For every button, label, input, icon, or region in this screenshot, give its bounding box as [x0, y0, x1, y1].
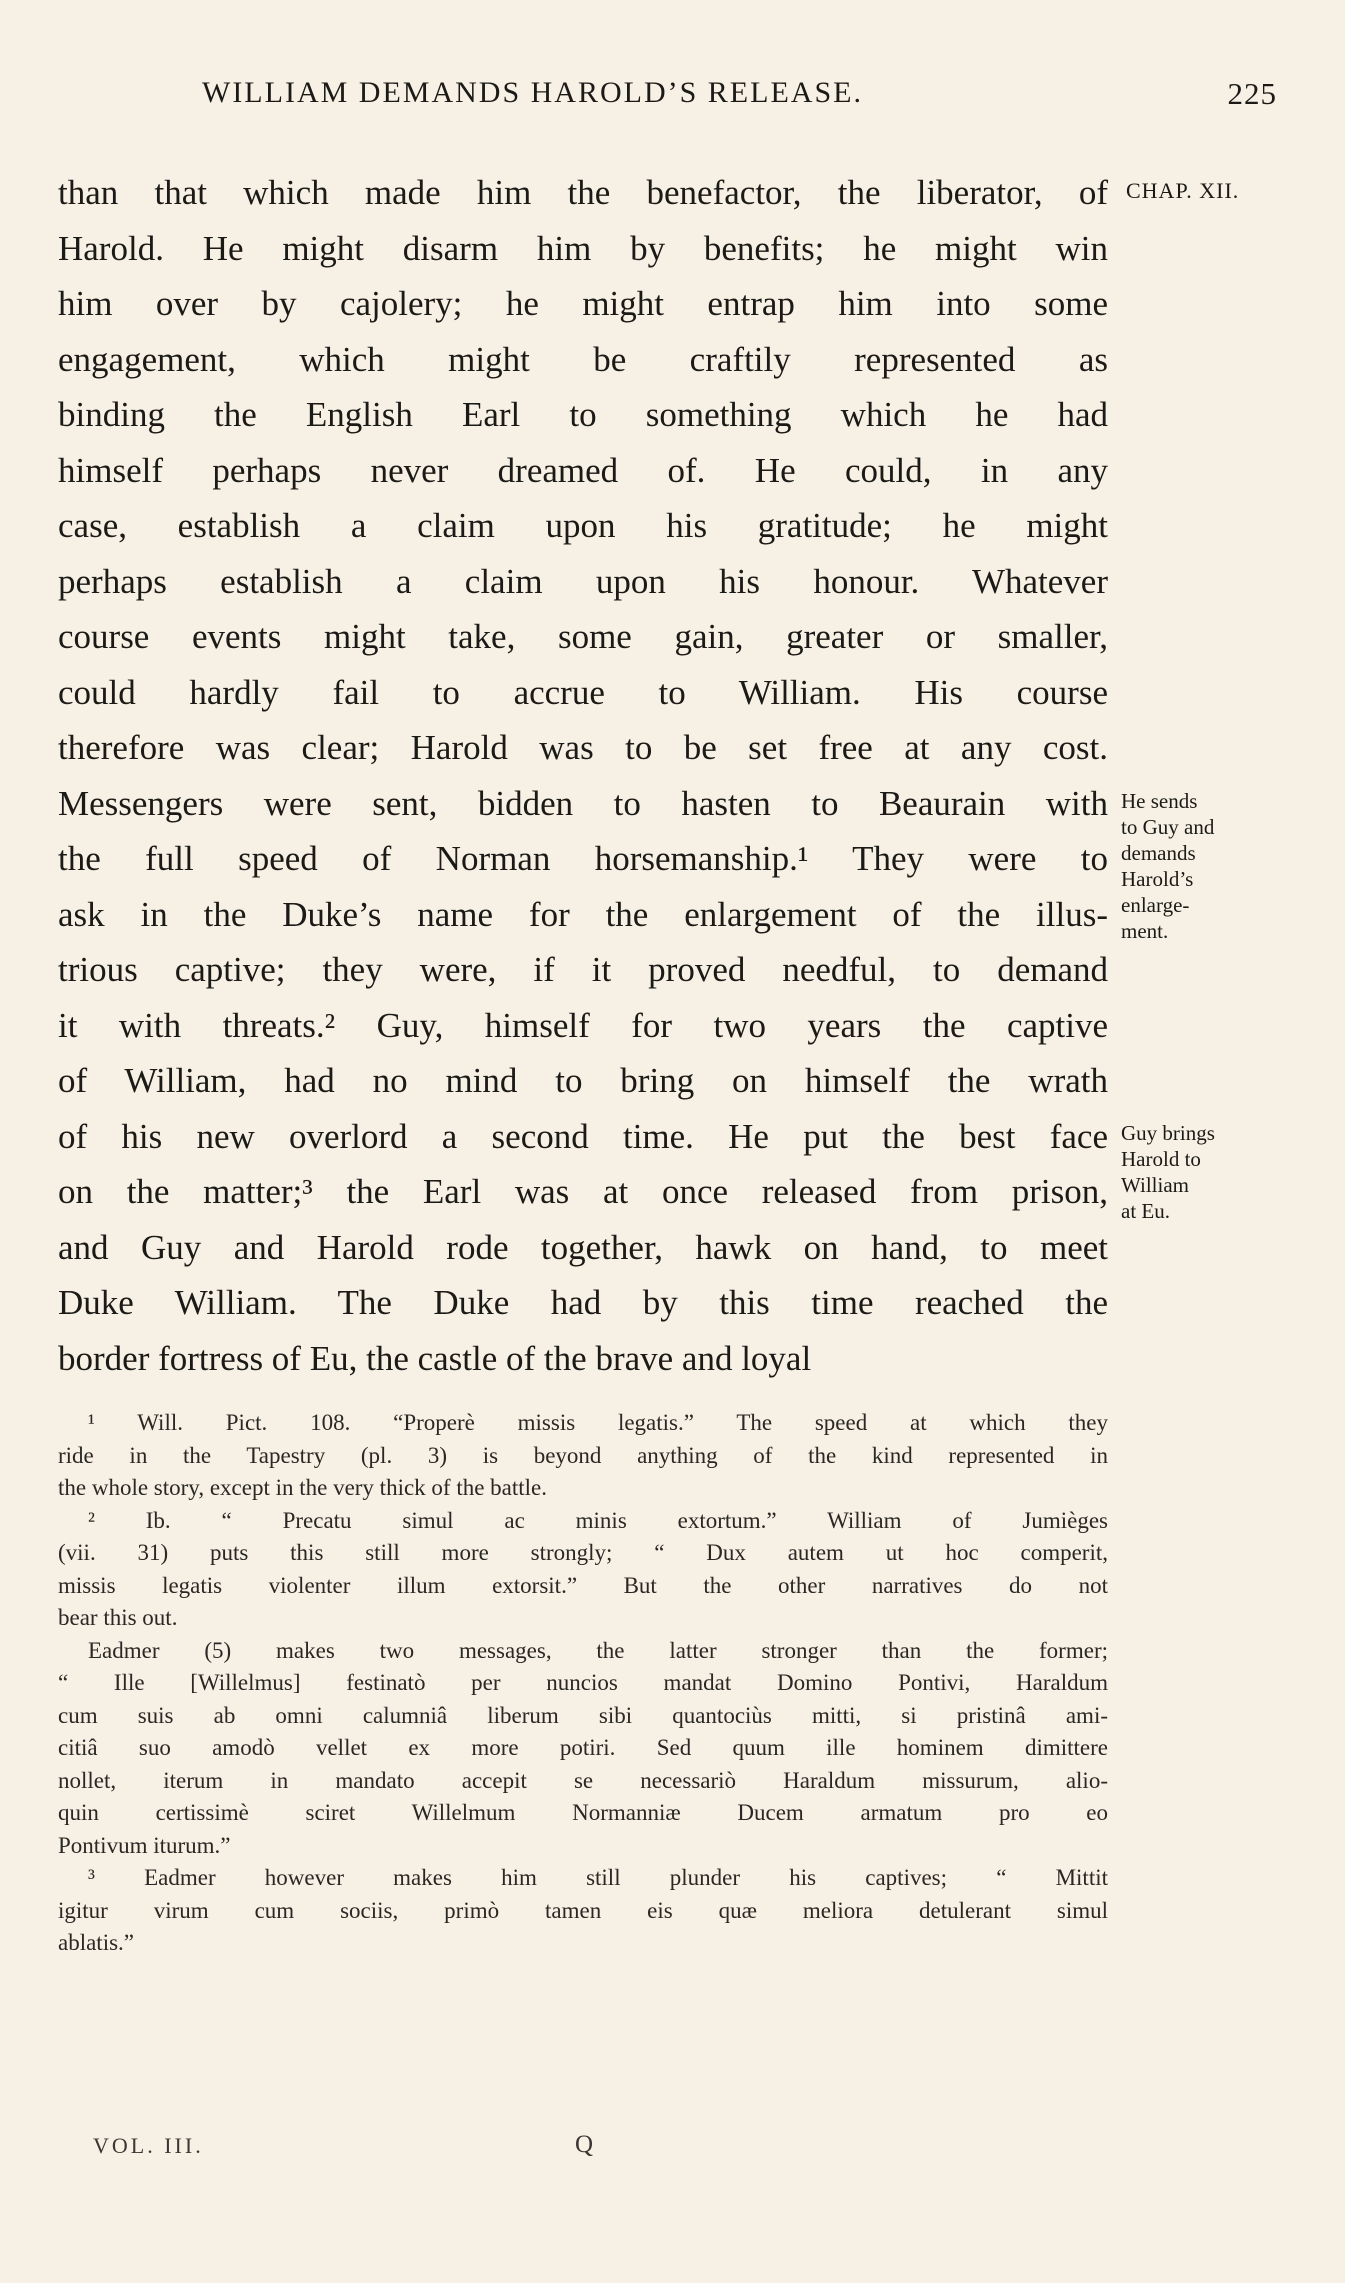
margin-note-line: demands: [1121, 841, 1196, 865]
footnote-line: quin certissimè sciret Willelmum Normanniæ Ducem armatum pro eo: [58, 1800, 1108, 1825]
gathering-signature: Q: [575, 2131, 594, 2158]
margin-note-line: Guy brings: [1121, 1121, 1215, 1145]
text-line: binding the English Earl to something which he had: [58, 395, 1108, 434]
footnote-line: Pontivum iturum.”: [58, 1832, 231, 1858]
text-line: course events might take, some gain, greater or smaller,: [58, 617, 1108, 656]
margin-note-guy-brings: [1121, 1120, 1336, 1224]
text-line: the full speed of Norman horsemanship.¹ They were to: [58, 839, 1108, 878]
footnote-line: ¹ Will. Pict. 108. “Properè missis legatis.” The speed at which they: [88, 1410, 1108, 1435]
margin-note-line: to Guy and: [1121, 815, 1215, 839]
text-line: perhaps establish a claim upon his honour. Whatever: [58, 561, 1108, 601]
margin-note-line: He sends: [1121, 789, 1198, 813]
footnote-line: ride in the Tapestry (pl. 3) is beyond anything of the kind represented in: [58, 1442, 1108, 1468]
text-line: ask in the Duke’s name for the enlargement of the illus-: [58, 894, 1108, 934]
margin-note-line: at Eu.: [1121, 1199, 1170, 1223]
text-line: Messengers were sent, bidden to hasten to Beaurain with: [58, 783, 1108, 823]
chapter-marker: CHAP. XII.: [1126, 178, 1240, 203]
volume-signature: VOL. III.: [93, 2133, 204, 2158]
text-line: on the matter;³ the Earl was at once released from prison,: [58, 1172, 1108, 1211]
text-line: him over by cajolery; he might entrap him into some: [58, 284, 1108, 323]
text-line: trious captive; they were, if it proved needful, to demand: [58, 950, 1108, 989]
footnote-line: cum suis ab omni calumniâ liberum sibi quantociùs mitti, si pristinâ ami-: [58, 1702, 1108, 1728]
footnote-line: nollet, iterum in mandato accepit se necessariò Haraldum missurum, alio-: [58, 1767, 1108, 1793]
footnote-line: Eadmer (5) makes two messages, the latter stronger than the former;: [88, 1637, 1108, 1663]
margin-note-line: Harold’s: [1121, 867, 1194, 891]
text-line: it with threats.² Guy, himself for two years the captive: [58, 1005, 1108, 1045]
text-line: engagement, which might be craftily represented as: [58, 339, 1108, 379]
margin-note-line: William: [1121, 1173, 1189, 1197]
footnote-line: (vii. 31) puts this still more strongly; “ Dux autem ut hoc comperit,: [58, 1540, 1108, 1565]
margin-note-he-sends: [1121, 788, 1336, 944]
page-number: 225: [1227, 76, 1277, 111]
text-line: Harold. He might disarm him by benefits; he might win: [58, 228, 1108, 268]
footnote-line: missis legatis violenter illum extorsit.” But the other narratives do not: [58, 1572, 1108, 1598]
text-line: himself perhaps never dreamed of. He could, in any: [58, 450, 1108, 490]
footnote-line: igitur virum cum sociis, primò tamen eis quæ meliora detulerant simul: [58, 1897, 1108, 1923]
footnote-line: bear this out.: [58, 1605, 178, 1630]
running-title: WILLIAM DEMANDS HAROLD’S RELEASE.: [202, 76, 863, 109]
text-line: of William, had no mind to bring on himself the wrath: [58, 1061, 1108, 1100]
text-line: than that which made him the benefactor, the liberator, of: [58, 173, 1108, 212]
text-line: therefore was clear; Harold was to be set free at any cost.: [58, 728, 1108, 767]
footnote-line: ablatis.”: [58, 1930, 134, 1955]
running-header: [202, 76, 1277, 126]
text-line: and Guy and Harold rode together, hawk on hand, to meet: [58, 1227, 1108, 1267]
main-text: [58, 165, 1108, 1386]
footnote-line: “ Ille [Willelmus] festinatò per nuncios mandat Domino Pontivi, Haraldum: [58, 1670, 1108, 1695]
text-line: Duke William. The Duke had by this time reached the: [58, 1283, 1108, 1322]
text-line: border fortress of Eu, the castle of the brave and loyal: [58, 1338, 812, 1378]
footnote-line: the whole story, except in the very thick of the battle.: [58, 1475, 548, 1500]
text-line: could hardly fail to accrue to William. His course: [58, 672, 1108, 712]
text-line: case, establish a claim upon his gratitude; he might: [58, 506, 1108, 545]
margin-note-line: Harold to: [1121, 1147, 1201, 1171]
footnote-line: ² Ib. “ Precatu simul ac minis extortum.” William of Jumièges: [88, 1507, 1108, 1533]
text-line: of his new overlord a second time. He put the best face: [58, 1116, 1108, 1156]
footnotes: [58, 1407, 1108, 1960]
margin-note-line: enlarge-: [1121, 893, 1190, 917]
footnote-line: citiâ suo amodò vellet ex more potiri. Sed quum ille hominem dimittere: [58, 1735, 1108, 1760]
footnote-line: ³ Eadmer however makes him still plunder his captives; “ Mittit: [88, 1865, 1108, 1890]
margin-note-line: ment.: [1121, 919, 1169, 943]
